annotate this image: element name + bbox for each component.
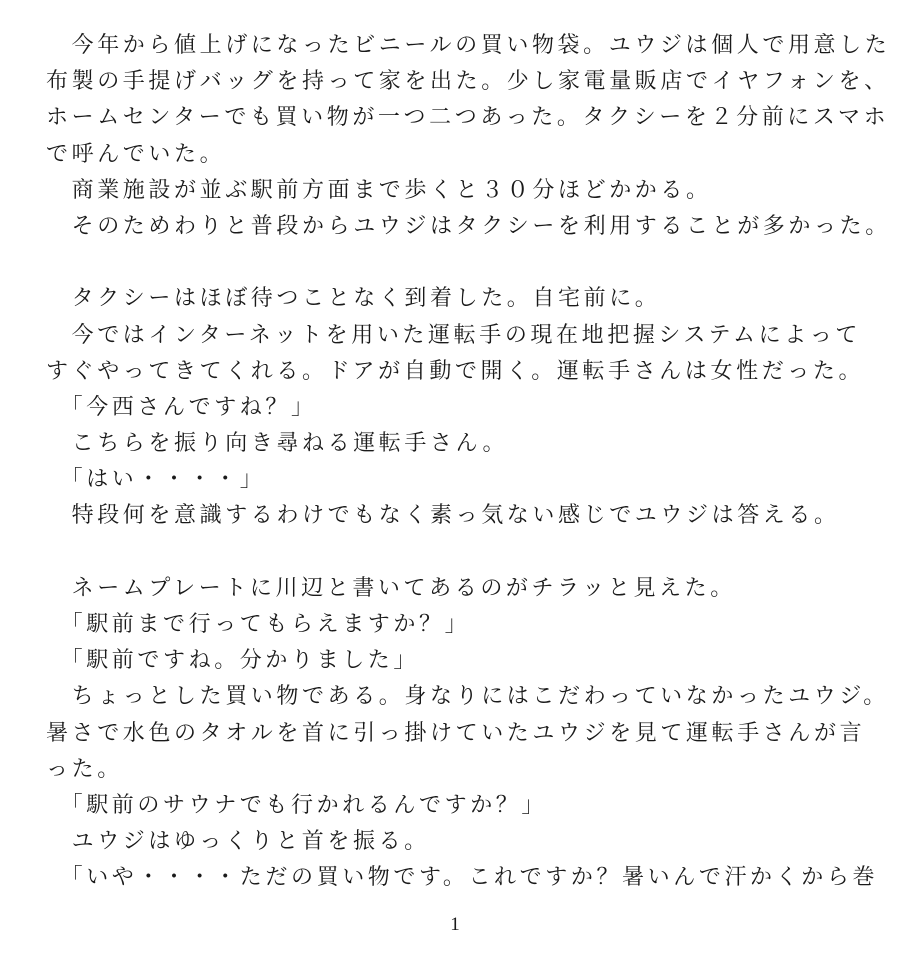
- text-line: 今ではインターネットを用いた運転手の現在地把握システムによって: [46, 322, 862, 348]
- text-line: 暑さで水色のタオルを首に引っ掛けていたユウジを見て運転手さんが言: [46, 720, 866, 746]
- page-number: 1: [450, 914, 460, 935]
- text-line: 「いや・・・・ただの買い物です。これですか？暑いんで汗かくから巻: [46, 865, 879, 891]
- text-line: った。: [46, 756, 123, 782]
- text-line: 「駅前ですね。分かりました」: [46, 648, 420, 674]
- text-line: ちょっとした買い物である。身なりにはこだわっていなかったユウジ。: [46, 684, 889, 710]
- text-line: タクシーはほぼ待つことなく到着した。自宅前に。: [46, 286, 661, 312]
- text-line: 今年から値上げになったビニールの買い物袋。ユウジは個人で用意した: [46, 33, 891, 58]
- text-body: [46, 28, 891, 897]
- text-line: 特段何を意識するわけでもなく素っ気ない感じでユウジは答える。: [46, 503, 840, 529]
- text-line: すぐやってきてくれる。ドアが自動で開く。運転手さんは女性だった。: [46, 358, 865, 384]
- text-line: そのためわりと普段からユウジはタクシーを利用することが多かった。: [46, 213, 891, 239]
- text-line: 「駅前まで行ってもらえますか？」: [46, 612, 471, 637]
- text-line: ネームプレートに川辺と書いてあるのがチラッと見えた。: [46, 575, 736, 601]
- text-line: 「今西さんですね？」: [46, 394, 317, 420]
- text-line: ホームセンターでも買い物が一つ二つあった。タクシーを２分前にスマホ: [46, 105, 890, 131]
- blank-line: [46, 535, 846, 571]
- text-line: 布製の手提げバッグを持って家を出た。少し家電量販店でイヤフォンを、: [46, 69, 890, 95]
- text-line: こちらを振り向き尋ねる運転手さん。: [46, 431, 509, 457]
- text-line: 商業施設が並ぶ駅前方面まで歩くと３０分ほどかかる。: [46, 177, 712, 203]
- text-line: 「駅前のサウナでも行かれるんですか？」: [46, 792, 548, 818]
- text-line: 「はい・・・・」: [46, 467, 266, 493]
- blank-line: [46, 245, 846, 281]
- text-line: で呼んでいた。: [46, 141, 226, 167]
- text-line: ユウジはゆっくりと首を振る。: [46, 829, 430, 855]
